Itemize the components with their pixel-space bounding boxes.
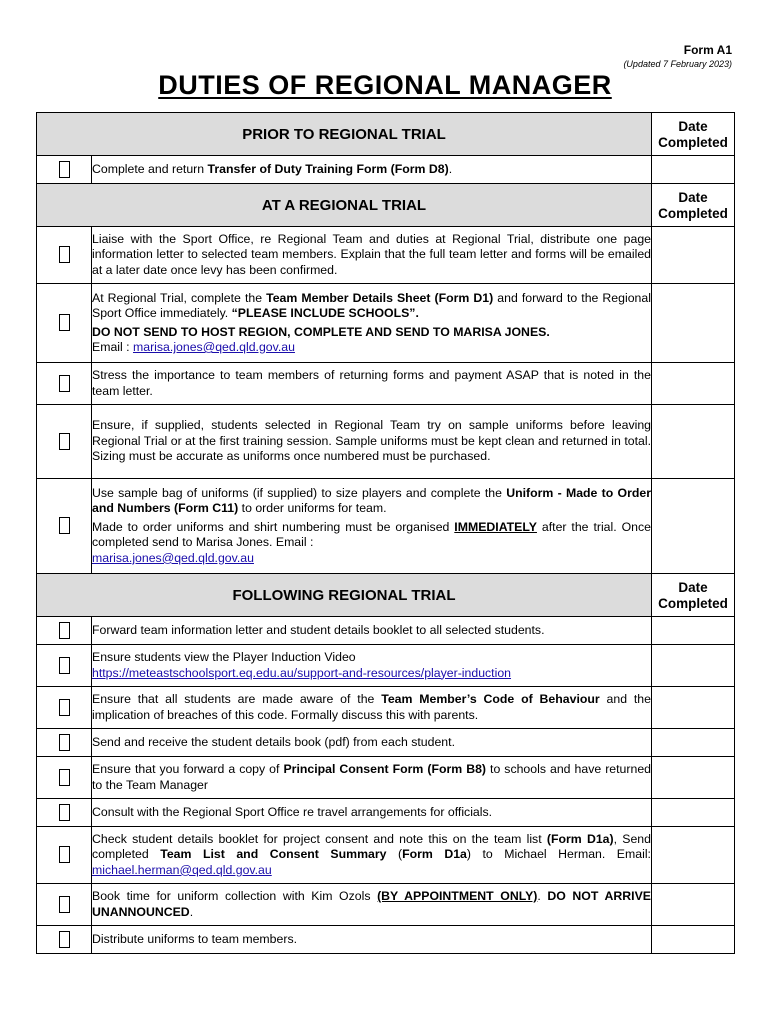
duty-text: Ensure, if supplied, students selected in Regional Team try on sample uniforms before leaving Regional Trial or at the first training session. Sample uniforms must be kept clean and returned in total. Sizing must be accurate as uniforms once numbered must be purchased. — [92, 405, 652, 479]
checkbox[interactable] — [59, 517, 70, 534]
duty-text: Book time for uniform collection with Kim Ozols (BY APPOINTMENT ONLY). DO NOT ARRIVE UNANNOUNCED. — [92, 884, 652, 926]
table-row — [37, 363, 735, 405]
checkbox[interactable] — [59, 846, 70, 863]
table-row — [37, 156, 735, 184]
page-title-text: DUTIES OF REGIONAL MANAGER — [158, 70, 612, 100]
table-row — [37, 729, 735, 757]
checkbox[interactable] — [59, 161, 70, 178]
email-link[interactable]: marisa.jones@qed.qld.gov.au — [133, 340, 295, 354]
date-completed-cell[interactable] — [652, 363, 735, 405]
table-row — [37, 227, 735, 284]
table-row — [37, 645, 735, 687]
date-completed-cell[interactable] — [652, 479, 735, 574]
table-row — [37, 405, 735, 479]
duty-text: Complete and return Transfer of Duty Training Form (Form D8). — [92, 156, 652, 184]
duty-text: Check student details booklet for project consent and note this on the team list (Form D1a), Send completed Team List and Consent Summary (Form D1a) to Michael Herman. Email: michael.herman@qed.qld.gov.au — [92, 827, 652, 884]
date-completed-cell[interactable] — [652, 645, 735, 687]
checkbox[interactable] — [59, 657, 70, 674]
duty-text: Consult with the Regional Sport Office re travel arrangements for officials. — [92, 799, 652, 827]
checkbox[interactable] — [59, 699, 70, 716]
section-title: AT A REGIONAL TRIAL — [37, 184, 652, 227]
table-row — [37, 799, 735, 827]
date-completed-header: Date Completed — [652, 574, 735, 617]
checkbox[interactable] — [59, 769, 70, 786]
checkbox[interactable] — [59, 375, 70, 392]
section-title: FOLLOWING REGIONAL TRIAL — [37, 574, 652, 617]
duty-text: Forward team information letter and student details booklet to all selected students. — [92, 617, 652, 645]
duty-text: Distribute uniforms to team members. — [92, 926, 652, 954]
updated-date: (Updated 7 February 2023) — [623, 59, 732, 69]
date-completed-cell[interactable] — [652, 926, 735, 954]
table-row — [37, 827, 735, 884]
duty-text: Stress the importance to team members of returning forms and payment ASAP that is noted in the team letter. — [92, 363, 652, 405]
date-completed-cell[interactable] — [652, 799, 735, 827]
form-id: Form A1 — [683, 43, 732, 57]
duty-text: Ensure that all students are made aware of the Team Member’s Code of Behaviour and the implication of breaches of this code. Formally discuss this with parents. — [92, 687, 652, 729]
date-completed-cell[interactable] — [652, 729, 735, 757]
date-completed-cell[interactable] — [652, 617, 735, 645]
page-title — [0, 70, 770, 101]
table-row — [37, 617, 735, 645]
email-link[interactable]: marisa.jones@qed.qld.gov.au — [92, 550, 254, 565]
checkbox[interactable] — [59, 433, 70, 450]
date-completed-header: Date Completed — [652, 184, 735, 227]
section-title: PRIOR TO REGIONAL TRIAL — [37, 113, 652, 156]
table-row — [37, 479, 735, 574]
checkbox[interactable] — [59, 734, 70, 751]
email-link[interactable]: michael.herman@qed.qld.gov.au — [92, 862, 272, 877]
date-completed-cell[interactable] — [652, 227, 735, 284]
date-completed-cell[interactable] — [652, 687, 735, 729]
table-row — [37, 757, 735, 799]
table-row — [37, 284, 735, 363]
player-induction-link[interactable]: https://meteastschoolsport.eq.edu.au/support-and-resources/player-induction — [92, 665, 512, 680]
checkbox[interactable] — [59, 804, 70, 821]
checkbox[interactable] — [59, 931, 70, 948]
table-row — [37, 926, 735, 954]
checkbox[interactable] — [59, 246, 70, 263]
section-header-following — [37, 574, 735, 617]
duty-text: Liaise with the Sport Office, re Regional Team and duties at Regional Trial, distribute one page information letter to selected team members. Explain that the full team letter and forms will be emailed at a later date once levy has been confirmed. — [92, 227, 652, 284]
section-header-at — [37, 184, 735, 227]
date-completed-cell[interactable] — [652, 884, 735, 926]
date-completed-cell[interactable] — [652, 156, 735, 184]
date-completed-cell[interactable] — [652, 405, 735, 479]
section-header-prior — [37, 113, 735, 156]
duties-table — [36, 112, 735, 954]
duty-text: Use sample bag of uniforms (if supplied) to size players and complete the Uniform - Made to Order and Numbers (Form C11) to order uniforms for team. Made to order uniforms and shirt numbering must be organised IMMEDIATELY after the trial. Once completed send to Marisa Jones. Email : marisa.jones@qed.qld.gov.au — [92, 479, 652, 574]
duty-text: At Regional Trial, complete the Team Member Details Sheet (Form D1) and forward to the Regional Sport Office immediately. “PLEASE INCLUDE SCHOOLS”. DO NOT SEND TO HOST REGION, COMPLETE AND SEND TO MARISA JONES. Email : marisa.jones@qed.qld.gov.au — [92, 284, 652, 363]
duty-text: Send and receive the student details book (pdf) from each student. — [92, 729, 652, 757]
checkbox[interactable] — [59, 896, 70, 913]
date-completed-cell[interactable] — [652, 284, 735, 363]
table-row — [37, 687, 735, 729]
duty-text: Ensure that you forward a copy of Principal Consent Form (Form B8) to schools and have returned to the Team Manager — [92, 757, 652, 799]
date-completed-cell[interactable] — [652, 827, 735, 884]
table-row — [37, 884, 735, 926]
date-completed-cell[interactable] — [652, 757, 735, 799]
date-completed-header: Date Completed — [652, 113, 735, 156]
duty-text: Ensure students view the Player Induction Video https://meteastschoolsport.eq.edu.au/support-and-resources/player-induction — [92, 645, 652, 687]
checkbox[interactable] — [59, 314, 70, 331]
checkbox[interactable] — [59, 622, 70, 639]
